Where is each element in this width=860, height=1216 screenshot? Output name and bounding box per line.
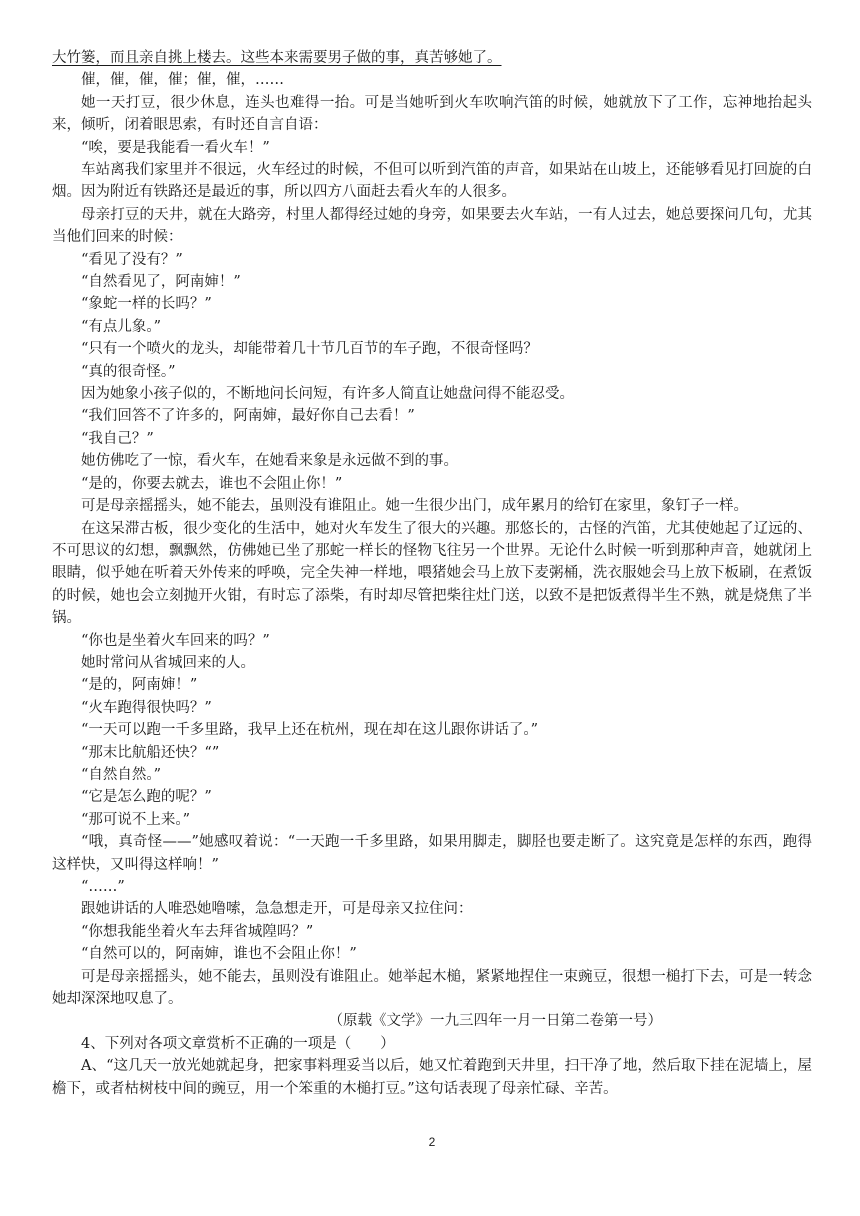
paragraph: “是的，你要去就去，谁也不会阻止你！”: [81, 475, 343, 492]
paragraph: 因为她象小孩子似的，不断地问长问短，有许多人简直让她盘问得不能忍受。: [81, 386, 574, 403]
top-line: 大竹篓，而且亲自挑上楼去。这些本来需要男子做的事，真苦够她了。: [52, 50, 502, 66]
paragraph: 她仿佛吃了一惊，看火车，在她看来象是永远做不到的事。: [81, 453, 458, 470]
paragraph: 可是母亲摇摇头，她不能去，虽则没有谁阻止。她一生很少出门，成年累月的给钉在家里，象钉子一样。: [81, 498, 748, 515]
document-page: [52, 0, 812, 1216]
paragraph: “……”: [81, 879, 125, 896]
paragraph: “自然自然。”: [81, 766, 162, 783]
document-body: [52, 47, 812, 1100]
paragraph: 车站离我们家里并不很远，火车经过的时候，不但可以听到汽笛的声音，如果站在山坡上，还能够看见打回旋的白烟。因为附近有铁路还是最近的事，所以四方八面赶去看火车的人很多。: [52, 162, 812, 201]
paragraph: “哦，真奇怪——”她感叹着说：“一天跑一千多里路，如果用脚走，脚胫也要走断了。这究竟是怎样的东西，跑得这样快，又叫得这样响！”: [52, 834, 812, 873]
paragraph: “那末比航船还快？“”: [81, 744, 220, 761]
paragraph: 在这呆滞古板，很少变化的生活中，她对火车发生了很大的兴趣。那悠长的，古怪的汽笛，尤其使她起了辽远的、不可思议的幻想，飘飘然，仿佛她已坐了那蛇一样长的怪物飞往另一个世界。无论什么时候一听到那种声音，她就闭上眼睛，似乎她在听着天外传来的呼唤，完全失神一样地，喂猪她会马上放下麦粥桶，洗衣服她会马上放下板刷，在煮饭的时候，她也会立刻抛开火钳，有时忘了添柴，有时却尽管把柴往灶门送，以致不是把饭煮得半生不熟，就是烧焦了半锅。: [52, 520, 812, 627]
paragraph: “看见了没有？”: [81, 251, 183, 268]
paragraph: “唉，要是我能看一看火车！”: [81, 139, 270, 156]
paragraph: “你想我能坐着火车去拜省城隍吗？”: [81, 923, 314, 940]
paragraph: “有点儿象。”: [81, 318, 162, 335]
paragraph: “你也是坐着火车回来的吗？”: [81, 632, 270, 649]
paragraph: “一天可以跑一千多里路，我早上还在杭州，现在却在这儿跟你讲话了。”: [81, 722, 539, 739]
paragraph: “自然看见了，阿南婶！”: [81, 274, 241, 291]
paragraph: 跟她讲话的人唯恐她噜嗦，急急想走开，可是母亲又拉住问：: [81, 901, 473, 918]
paragraph: “那可说不上来。”: [81, 811, 191, 828]
paragraph: “是的，阿南婶！”: [81, 677, 198, 694]
paragraph: “它是怎么跑的呢？”: [81, 789, 212, 806]
source-citation: （原载《文学》一九三四年一月一日第二卷第一号）: [328, 1013, 662, 1030]
question-option-a: A、“这几天一放光她就起身，把家事料理妥当以后，她又忙着跑到天井里，扫干净了地，然后取下挂在泥墙上，屋檐下，或者枯树枝中间的豌豆，用一个笨重的木槌打豆。”这句话表现了母亲忙碌、辛苦。: [52, 1058, 812, 1097]
paragraph: “我自己？”: [81, 430, 154, 447]
paragraph: “我们回答不了许多的，阿南婶，最好你自己去看！”: [81, 408, 415, 425]
paragraph: “象蛇一样的长吗？”: [81, 296, 212, 313]
paragraph: “火车跑得很快吗？”: [81, 699, 212, 716]
question-stem: 4、下列对各项文章赏析不正确的一项是（ ）: [81, 1035, 395, 1052]
paragraph: 她时常问从省城回来的人。: [81, 654, 255, 671]
paragraph: 催，催，催，催；催，催，……: [81, 72, 284, 89]
page-number: 2: [428, 1135, 436, 1149]
paragraph: “自然可以的，阿南婶，谁也不会阻止你！”: [81, 946, 357, 963]
paragraph: 她一天打豆，很少休息，连头也难得一抬。可是当她听到火车吹响汽笛的时候，她就放下了工作，忘神地抬起头来，倾听，闭着眼思索，有时还自言自语：: [52, 94, 812, 134]
paragraph: “只有一个喷火的龙头，却能带着几十节几百节的车子跑，不很奇怪吗？: [81, 341, 538, 358]
paragraph: 可是母亲摇摇头，她不能去，虽则没有谁阻止。她举起木槌，紧紧地捏住一束豌豆，很想一槌打下去，可是一转念她却深深地叹息了。: [52, 968, 812, 1008]
paragraph: 母亲打豆的天井，就在大路旁，村里人都得经过她的身旁，如果要去火车站，一有人过去，她总要探问几句，尤其当他们回来的时候：: [52, 206, 812, 246]
paragraph: “真的很奇怪。”: [81, 363, 176, 380]
